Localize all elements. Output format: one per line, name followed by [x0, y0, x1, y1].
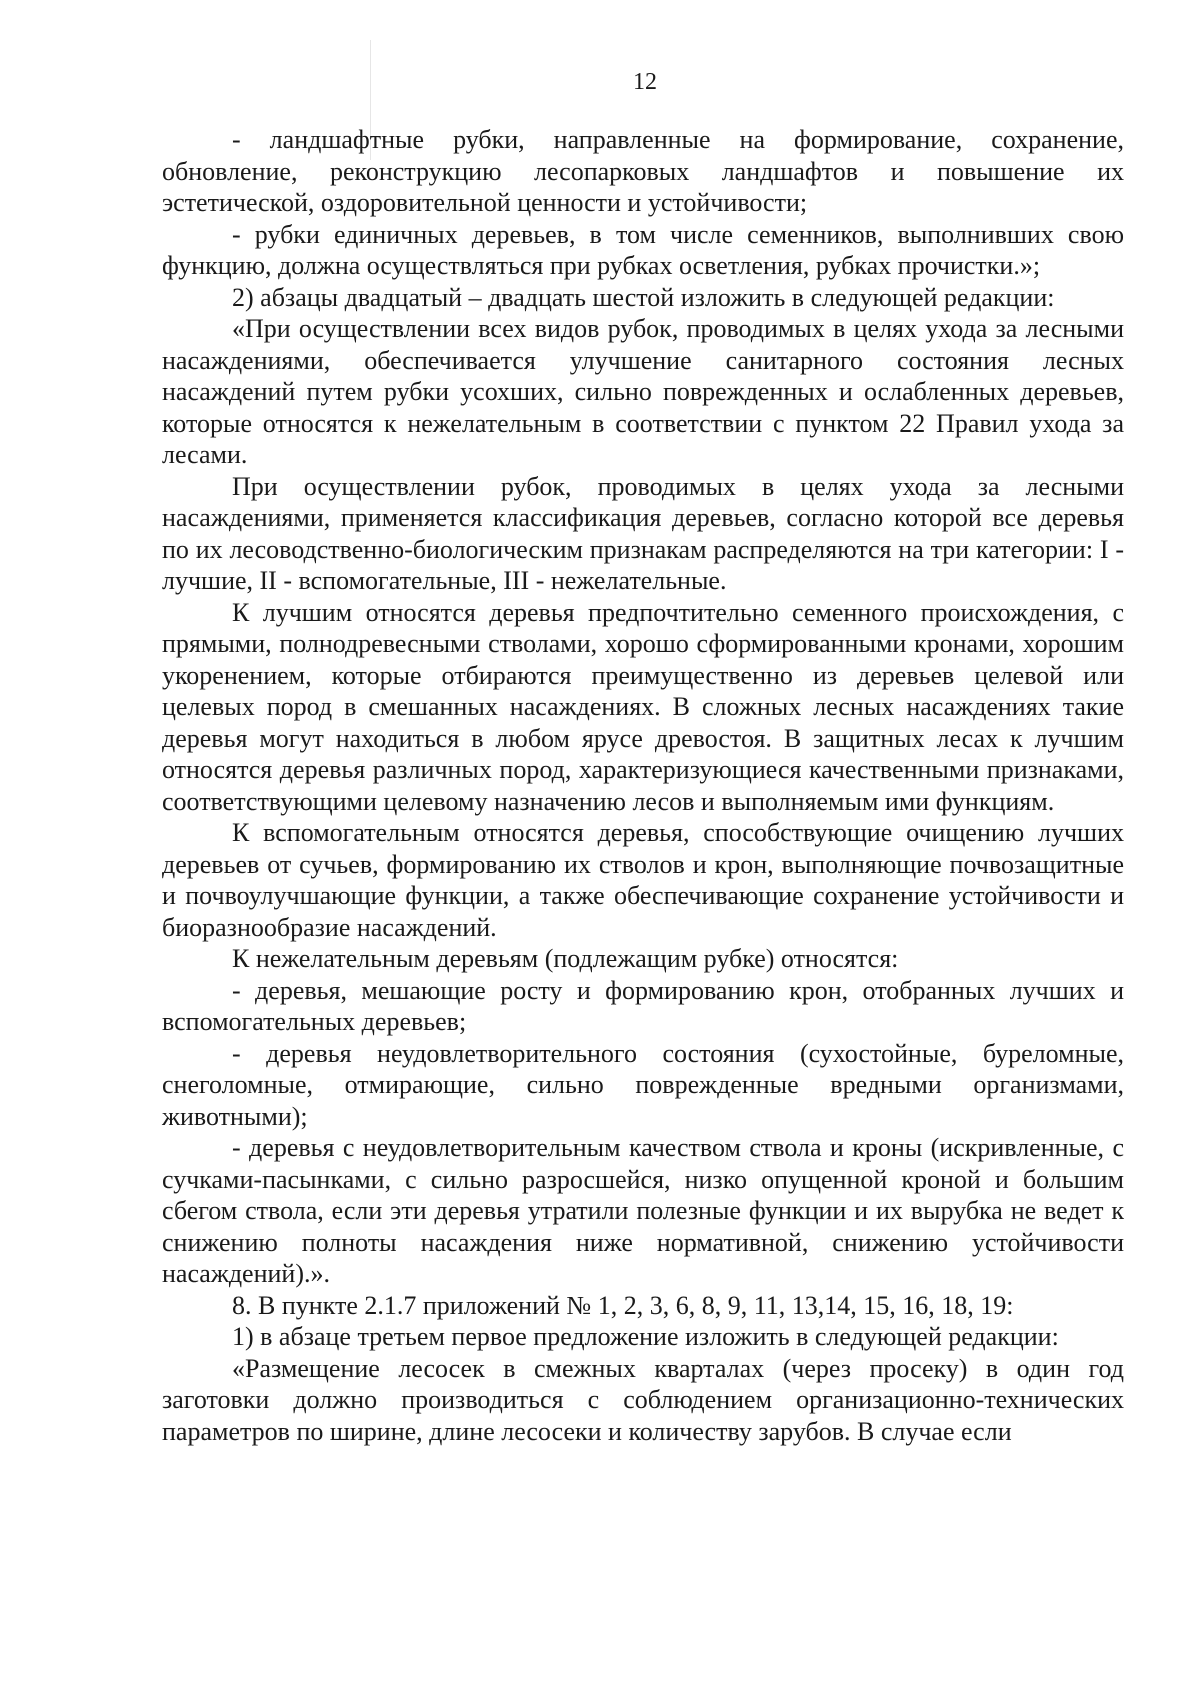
paragraph: К нежелательным деревьям (подлежащим рубке) относятся: — [232, 944, 899, 973]
paragraph: - деревья неудовлетворительного состояния (сухостойные, буреломные, снеголомные, отмирающие, сильно поврежденные вредными организмами, животными); — [162, 1038, 1124, 1131]
paragraph: К вспомогательным относятся деревья, способствующие очищению лучших деревьев от сучьев, формированию их стволов и крон, выполняющие почвозащитные и почвоулучшающие функции, а также обеспечивающие сохранение устойчивости и биоразнообразие насаждений. — [162, 818, 1124, 942]
paragraph: 2) абзацы двадцатый – двадцать шестой изложить в следующей редакции: — [232, 282, 1055, 312]
paragraph: «Размещение лесосек в смежных кварталах (через просеку) в один год заготовки должно производиться с соблюдением организационно-технических параметров по ширине, длине лесосеки и количеству зарубов. В случае если — [162, 1353, 1124, 1446]
page-number: 12 — [633, 69, 657, 95]
paragraph: При осуществлении рубок, проводимых в целях ухода за лесными насаждениями, применяется классификация деревьев, согласно которой все деревья по их лесоводственно-биологическим признакам распределяются на три категории: I - лучшие, II - вспомогательные, III - нежелательные. — [162, 471, 1124, 595]
paragraph: - ландшафтные рубки, направленные на формирование, сохранение, обновление, реконструкцию лесопарковых ландшафтов и повышение их эстетической, оздоровительной ценности и устойчивости; — [162, 125, 1124, 217]
paragraph: 1) в абзаце третьем первое предложение изложить в следующей редакции: — [232, 1322, 1059, 1351]
paragraph: «При осуществлении всех видов рубок, проводимых в целях ухода за лесными насаждениями, обеспечивается улучшение санитарного состояния лесных насаждений путем рубки усохших, сильно поврежденных и ослабленных деревьев, которые относятся к нежелательным в соответствии с пунктом 22 Правил ухода за лесами. — [162, 314, 1124, 469]
paragraph: - деревья с неудовлетворительным качеством ствола и кроны (искривленные, с сучками-пасынками, с сильно разросшейся, низко опущенной кроной и большим сбегом ствола, если эти деревья утратили полезные функции и их вырубка не ведет к снижению полноты насаждения ниже нормативной, снижению устойчивости насаждений).». — [162, 1133, 1124, 1288]
paragraph: - рубки единичных деревьев, в том числе семенников, выполнивших свою функцию, должна осуществляться при рубках осветления, рубках прочистки.»; — [162, 219, 1124, 280]
paragraph: К лучшим относятся деревья предпочтительно семенного происхождения, с прямыми, полнодревесными стволами, хорошо сформированными кронами, хорошим укоренением, которые отбираются преимущественно из деревьев целевой или целевых пород в смешанных насаждениях. В сложных лесных насаждениях такие деревья могут находиться в любом ярусе древостоя. В защитных лесах к лучшим относятся деревья различных пород, характеризующиеся качественными признаками, соответствующими целевому назначению лесов и выполняемым ими функциям. — [162, 597, 1124, 816]
paragraph: - деревья, мешающие росту и формированию крон, отобранных лучших и вспомогательных деревьев; — [162, 975, 1124, 1036]
document-body — [162, 124, 1124, 1447]
paragraph: 8. В пункте 2.1.7 приложений № 1, 2, 3, 6, 8, 9, 11, 13,14, 15, 16, 18, 19: — [232, 1290, 1014, 1320]
